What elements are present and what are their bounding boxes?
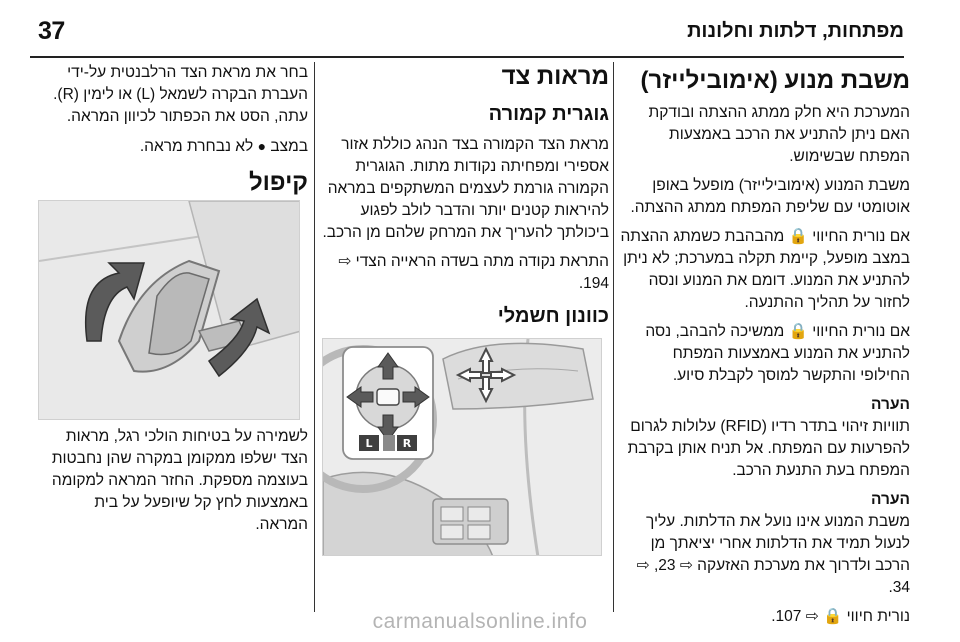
immobiliser-column — [620, 62, 910, 635]
neutral-position-dot-icon: ● — [257, 138, 267, 154]
convex-paragraph: מראת הצד הקמורה בצד הנהג כוללת אזור אספירי ומפחיתה נקודות מתות. הגוגרית הקמורה גורמת לעצמים המשתקפים במראה להיראות קטנים יותר והדבר לולב לפגוע ביכולתך להעריך את המרחק שלהם מן הרכב. — [322, 136, 609, 241]
header-rule — [30, 56, 904, 58]
page-number: 37 — [38, 17, 65, 45]
note-title: הערה — [871, 396, 910, 413]
mirrors-heading: מראות צד — [501, 63, 609, 90]
mirror-selection-paragraph: בחר את מראת הצד הרלבנטית על-ידי העברת הבקרה לשמאל (L) או לימין (R). עתה, הסט את הכפתור לכיוון המראה. — [53, 64, 308, 125]
watermark-text: carmanualsonline.info — [372, 610, 588, 633]
svg-text:R: R — [402, 437, 412, 450]
mirrors-column — [322, 62, 609, 336]
neutral-position-line — [38, 135, 308, 158]
note-block — [620, 489, 910, 599]
note-body: תוויות זיהוי בתדר רדיו (RFID) עלולות לגרום להפרעות עם המפתח. אל תניח אותן בקרבת המפתח בעת התנעת הרכב. — [627, 418, 910, 479]
folding-paragraph: לשמירה על בטיחות הולכי רגל, מראות הצד ישלפו ממקומן במקרה שהן נחבטות בעוצמה מספקת. החזר המראה למקומה באמצעות לחץ קל שיופעל על בית המראה. — [51, 428, 308, 533]
note-title: הערה — [871, 491, 910, 508]
immobiliser-paragraph: משבת המנוע (אימובילייזר) מופעל באופן אוטומטי עם שליפת המפתח ממתג ההצתה. — [630, 177, 910, 216]
folding-mirror-figure — [38, 200, 300, 420]
indicator-reference: נורית חיווי 🔒 ⇨ 107. — [771, 608, 910, 625]
immobiliser-paragraph: המערכת היא חלק ממתג ההצתה ובודקת האם ניתן להתניע את הרכב באמצעות המפתח שבשימוש. — [648, 104, 910, 165]
column-divider-right — [613, 62, 614, 612]
note-block — [620, 394, 910, 482]
immobiliser-paragraph: אם נורית החיווי 🔒 מהבהבת כשמתג ההצתה במצב מופעל, קיימת תקלה במערכת; לא ניתן להתניע את המנוע. דומם את המנוע ונסה לחזור על תהליך ההתנעה. — [620, 228, 910, 311]
folding-heading: קיפול — [248, 169, 308, 196]
electric-mirror-control-figure — [322, 338, 602, 556]
mirror-selection-column — [38, 62, 308, 206]
immobiliser-heading: משבת מנוע (אימובילייזר) — [640, 67, 910, 94]
page-header — [0, 0, 960, 60]
note-body: משבת המנוע אינו נועל את הדלתות. עליך לנעול תמיד את הדלתות אחרי יציאתך מן הרכב ולדרוך את מערכת האזעקה ⇨ 23, ⇨ 34. — [636, 513, 910, 596]
column-divider-left — [314, 62, 315, 612]
folding-text-block — [38, 426, 308, 543]
mirror-control-illustration — [323, 339, 602, 556]
folding-mirror-illustration — [39, 201, 300, 420]
electric-adjustment-heading: כוונון חשמלי — [497, 305, 609, 327]
immobiliser-paragraph: אם נורית החיווי 🔒 ממשיכה להבהב, נסה להתניע את המנוע באמצעות המפתח החילופי והתקשר למוסך לקבלת סיוע. — [645, 323, 910, 384]
running-title: מפתחות, דלתות וחלונות — [687, 20, 904, 42]
convex-shape-heading: גוגרית קמורה — [488, 103, 609, 125]
svg-text:L: L — [365, 437, 373, 450]
neutral-position-suffix: לא נבחרת מראה. — [139, 138, 254, 155]
blind-spot-reference: התראת נקודה מתה בשדה הראייה הצדי ⇨ 194. — [338, 253, 609, 292]
neutral-position-prefix: במצב — [270, 138, 308, 155]
